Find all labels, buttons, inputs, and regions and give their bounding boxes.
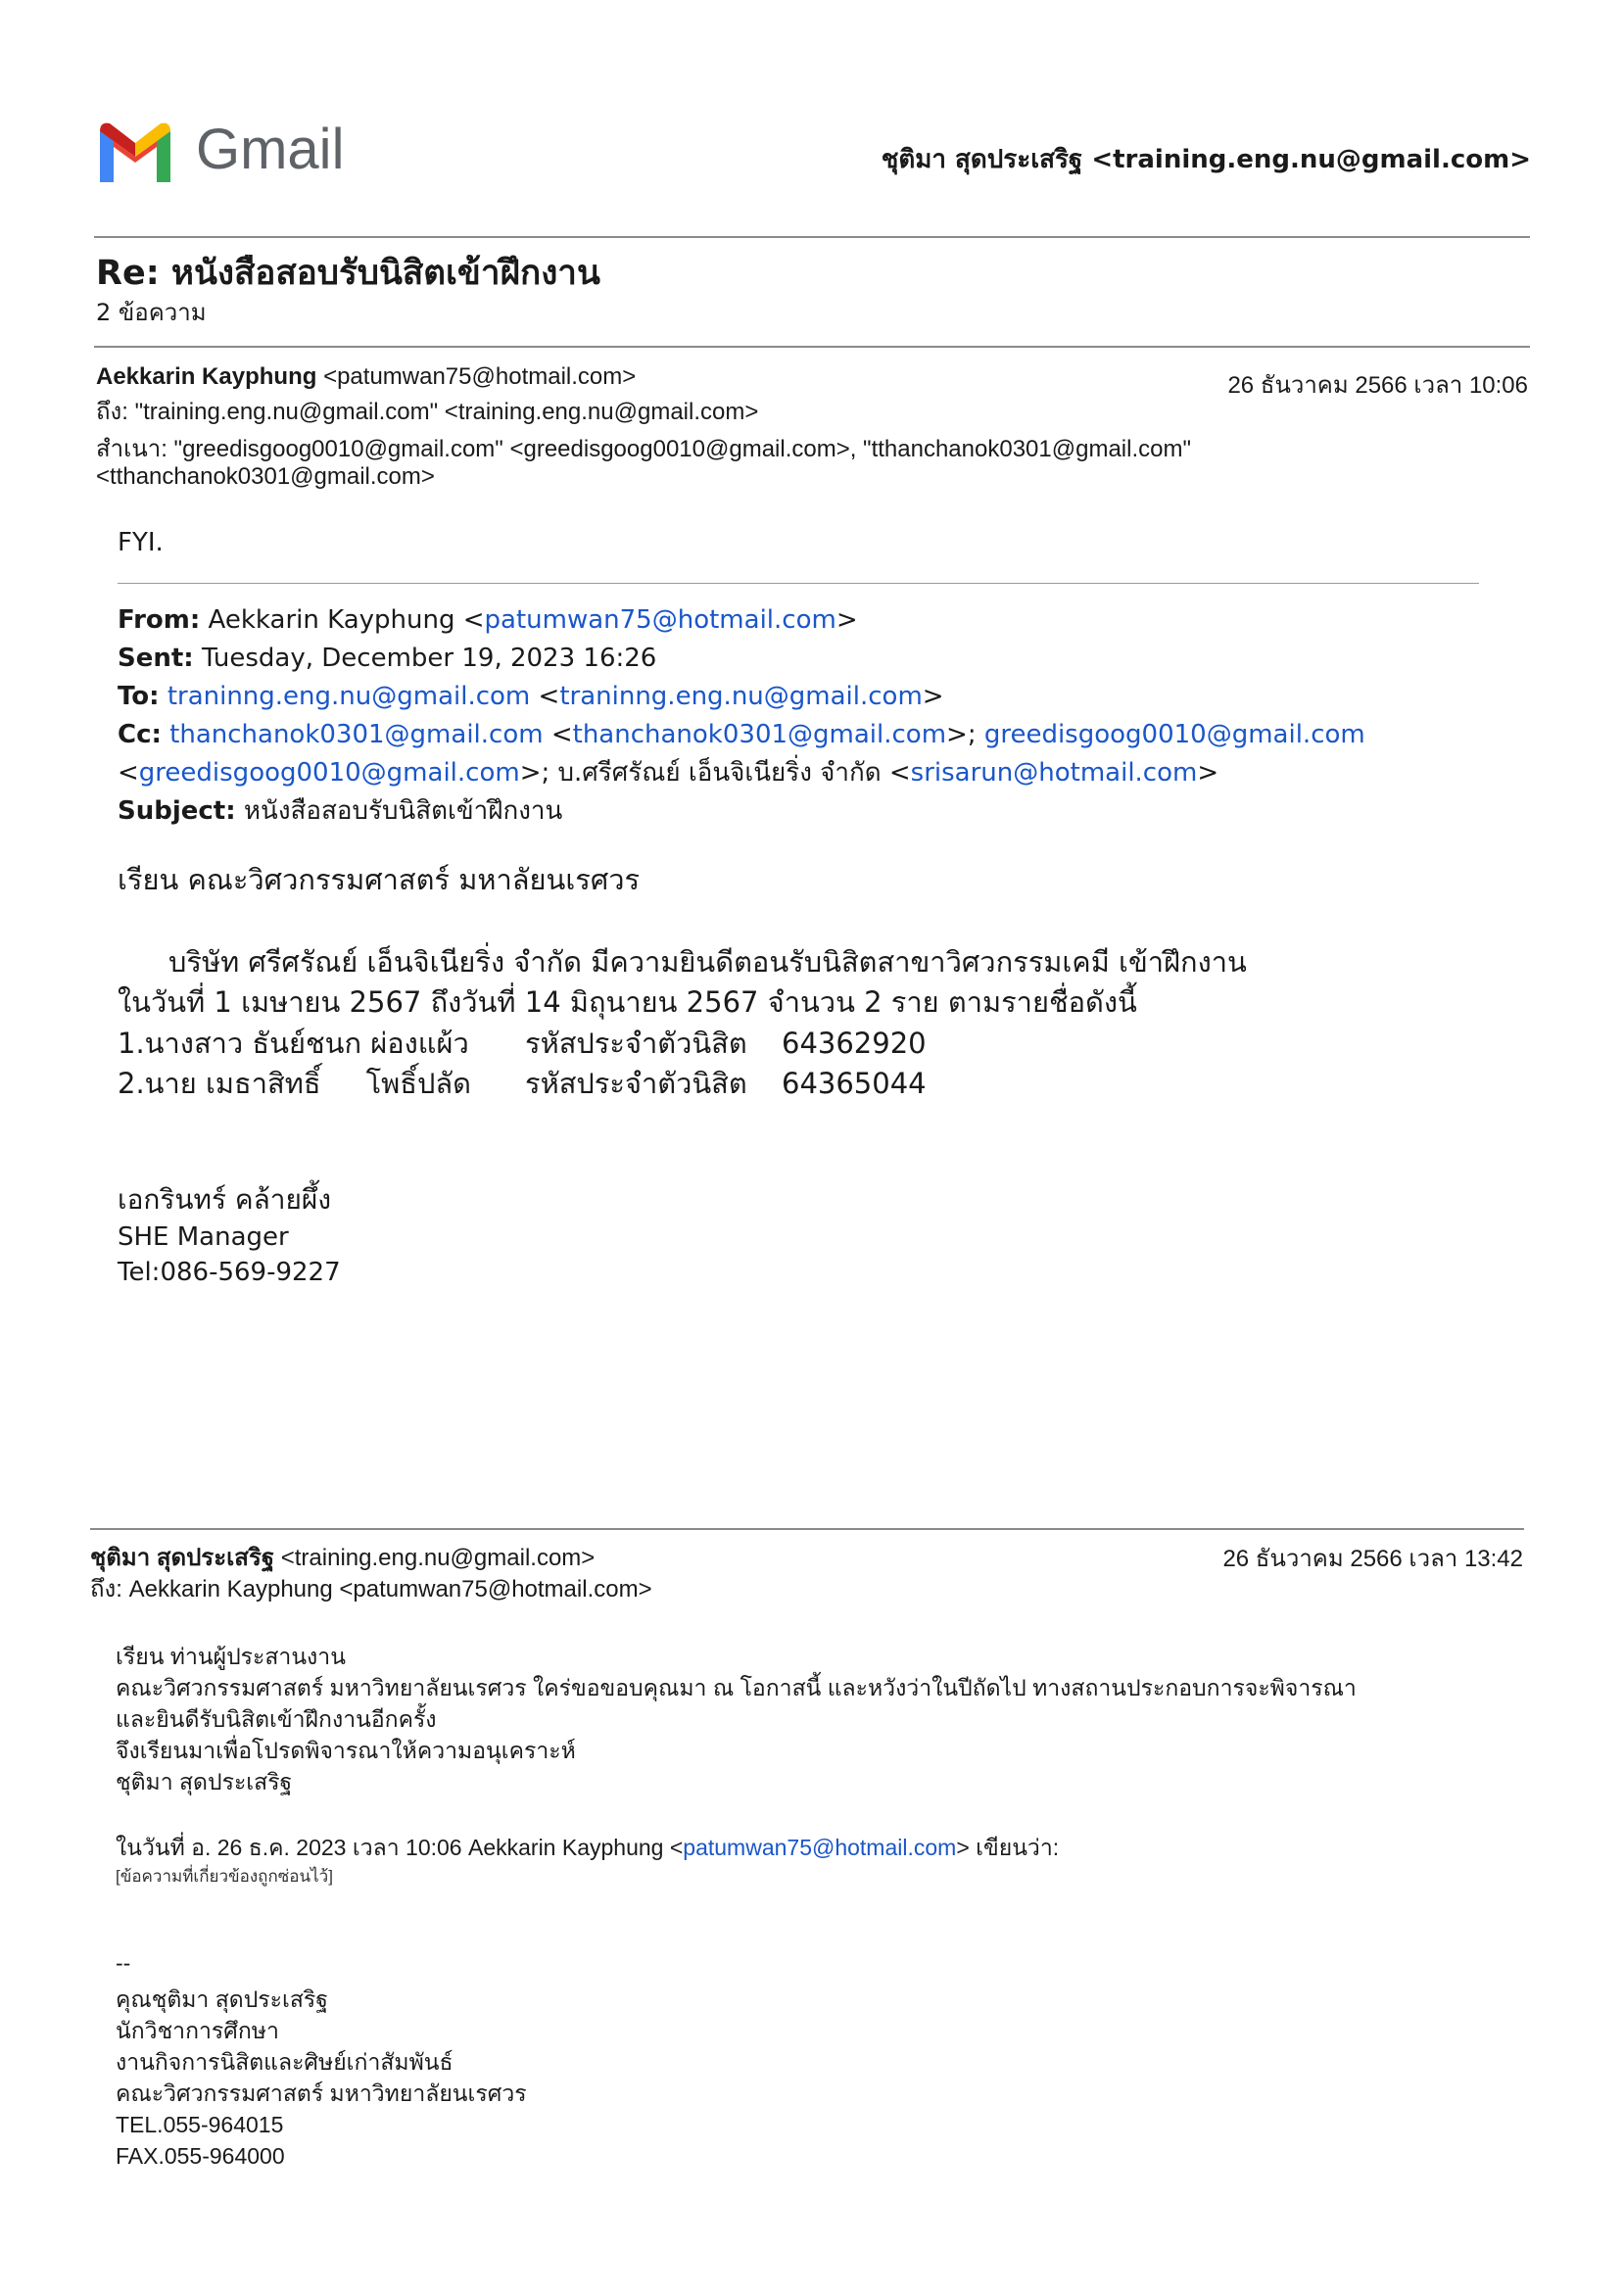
sender-email[interactable]: <patumwan75@hotmail.com> — [323, 363, 637, 390]
hidden-content-toggle[interactable]: [ข้อความที่เกี่ยวข้องถูกซ่อนไว้] — [116, 1867, 333, 1886]
sender-name: Aekkarin Kayphung — [96, 363, 317, 390]
message2-date: 26 ธันวาคม 2566 เวลา 13:42 — [1222, 1546, 1523, 1572]
body-line: และยินดีรับนิสิตเข้าฝึกงานอีกครั้ง — [116, 1706, 437, 1732]
fwd-cc-link-3[interactable]: greedisgoog0010@gmail.com — [983, 720, 1365, 749]
gmail-m-icon — [94, 118, 176, 184]
fwd-from-line: From: Aekkarin Kayphung <patumwan75@hotmail.com> — [118, 605, 858, 635]
letter-paragraph-line1: บริษัท ศรีศรัณย์ เอ็นจิเนียริ่ง จำกัด มีความยินดีตอนรับนิสิตสาขาวิศวกรรมเคมี เข้าฝึกงาน — [168, 945, 1247, 979]
message1-date: 26 ธันวาคม 2566 เวลา 10:06 — [1227, 372, 1528, 399]
fwd-to-link[interactable]: traninng.eng.nu@gmail.com — [167, 682, 531, 711]
fwd-to-line: To: traninng.eng.nu@gmail.com <traninng.eng.nu@gmail.com> — [118, 682, 944, 711]
letter-paragraph-line2: ในวันที่ 1 เมษายน 2567 ถึงวันที่ 14 มิถุนายน 2567 จำนวน 2 ราย ตามรายชื่อดังนี้ — [118, 985, 1137, 1019]
fwd-cc-link-4[interactable]: greedisgoog0010@gmail.com — [138, 758, 520, 788]
body-line: คณะวิศวกรรมศาสตร์ มหาวิทยาลัยนเรศวร ใคร่ขอขอบคุณมา ณ โอกาสนี้ และหวังว่าในปีถัดไป ทางสถานประกอบการจะพิจารณา — [116, 1675, 1357, 1700]
signature-name: เอกรินทร์ คล้ายผึ้ง — [118, 1183, 332, 1216]
message2-signature — [116, 1984, 527, 2172]
gmail-wordmark: Gmail — [196, 118, 345, 181]
fwd-subject-line: Subject: หนังสือสอบรับนิสิตเข้าฝึกงาน — [118, 796, 563, 826]
thread-divider — [94, 346, 1530, 348]
sender-signature — [118, 1180, 341, 1290]
signature-line: งานกิจการนิสิตและศิษย์เก่าสัมพันธ์ — [116, 2049, 453, 2075]
student-row — [118, 1025, 927, 1063]
student-row — [118, 1065, 927, 1103]
signature-title: SHE Manager — [118, 1222, 289, 1252]
student-id: 64365044 — [782, 1067, 927, 1100]
forwarded-header — [118, 601, 1365, 831]
quote-email-link[interactable]: patumwan75@hotmail.com — [683, 1835, 957, 1860]
signature-dash: -- — [116, 1950, 131, 1976]
fwd-sent-line: Sent: Tuesday, December 19, 2023 16:26 — [118, 644, 657, 673]
gmail-logo — [94, 116, 358, 186]
forward-divider — [118, 583, 1479, 584]
message2-body — [116, 1641, 1357, 1797]
fwd-cc-line-2: <greedisgoog0010@gmail.com>; บ.ศรีศรัณย์ เอ็นจิเนียริ่ง จำกัด <srisarun@hotmail.com> — [118, 758, 1219, 788]
signature-tel: Tel:086-569-9227 — [118, 1258, 341, 1287]
signature-line: คุณชุติมา สุดประเสริฐ — [116, 1986, 328, 2012]
fwd-cc-link-5[interactable]: srisarun@hotmail.com — [910, 758, 1198, 788]
fwd-cc-link-1[interactable]: thanchanok0301@gmail.com — [169, 720, 544, 749]
message-count: 2 ข้อความ — [96, 299, 207, 326]
account-label: ชุติมา สุดประเสริฐ <training.eng.nu@gmail.com> — [881, 145, 1531, 174]
body-line: จึงเรียนมาเพื่อโปรดพิจารณาให้ความอนุเคราะห์ — [116, 1738, 576, 1763]
body-line: เรียน ท่านผู้ประสานงาน — [116, 1644, 346, 1669]
message1-cc-cont: <tthanchanok0301@gmail.com> — [96, 463, 435, 490]
fwd-cc-link-2[interactable]: thanchanok0301@gmail.com — [572, 720, 947, 749]
signature-line: คณะวิศวกรรมศาสตร์ มหาวิทยาลัยนเรศวร — [116, 2081, 527, 2106]
fwd-to-link-2[interactable]: traninng.eng.nu@gmail.com — [559, 682, 923, 711]
student-id: 64362920 — [782, 1027, 927, 1060]
message1-sender — [96, 361, 636, 392]
letter-salutation: เรียน คณะวิศวกรรมศาสตร์ มหาลัยนเรศวร — [118, 863, 641, 896]
fwd-from-email-link[interactable]: patumwan75@hotmail.com — [484, 605, 836, 635]
student-name: 1.นางสาว ธันย์ชนก ผ่องแผ้ว — [118, 1027, 469, 1060]
signature-line: นักวิชาการศึกษา — [116, 2018, 279, 2043]
signature-line: FAX.055-964000 — [116, 2143, 285, 2169]
header-divider — [94, 236, 1530, 238]
fyi-text: FYI. — [118, 528, 164, 557]
student-name: 2.นาย เมธาสิทธิ์ โพธิ์ปลัด — [118, 1067, 472, 1100]
signature-line: TEL.055-964015 — [116, 2112, 284, 2137]
sender-email[interactable]: <training.eng.nu@gmail.com> — [280, 1545, 596, 1571]
student-id-label: รหัสประจำตัวนิสิต — [525, 1027, 747, 1060]
student-id-label: รหัสประจำตัวนิสิต — [525, 1067, 747, 1100]
message1-to: ถึง: "training.eng.nu@gmail.com" <training.eng.nu@gmail.com> — [96, 399, 759, 425]
message2-to: ถึง: Aekkarin Kayphung <patumwan75@hotmail.com> — [90, 1576, 652, 1602]
message-divider — [90, 1528, 1524, 1530]
fwd-cc-line: Cc: thanchanok0301@gmail.com <thanchanok0301@gmail.com>; greedisgoog0010@gmail.com — [118, 720, 1365, 749]
body-line: ชุติมา สุดประเสริฐ — [116, 1769, 293, 1794]
quote-intro: ในวันที่ อ. 26 ธ.ค. 2023 เวลา 10:06 Aekkarin Kayphung <patumwan75@hotmail.com> เขียนว่า: — [116, 1835, 1060, 1860]
sender-name: ชุติมา สุดประเสริฐ — [90, 1545, 275, 1571]
message2-sender — [90, 1543, 595, 1573]
thread-subject: Re: หนังสือสอบรับนิสิตเข้าฝึกงาน — [96, 254, 600, 293]
message1-cc: สำเนา: "greedisgoog0010@gmail.com" <greedisgoog0010@gmail.com>, "tthanchanok0301@gmail.com" — [96, 436, 1191, 462]
